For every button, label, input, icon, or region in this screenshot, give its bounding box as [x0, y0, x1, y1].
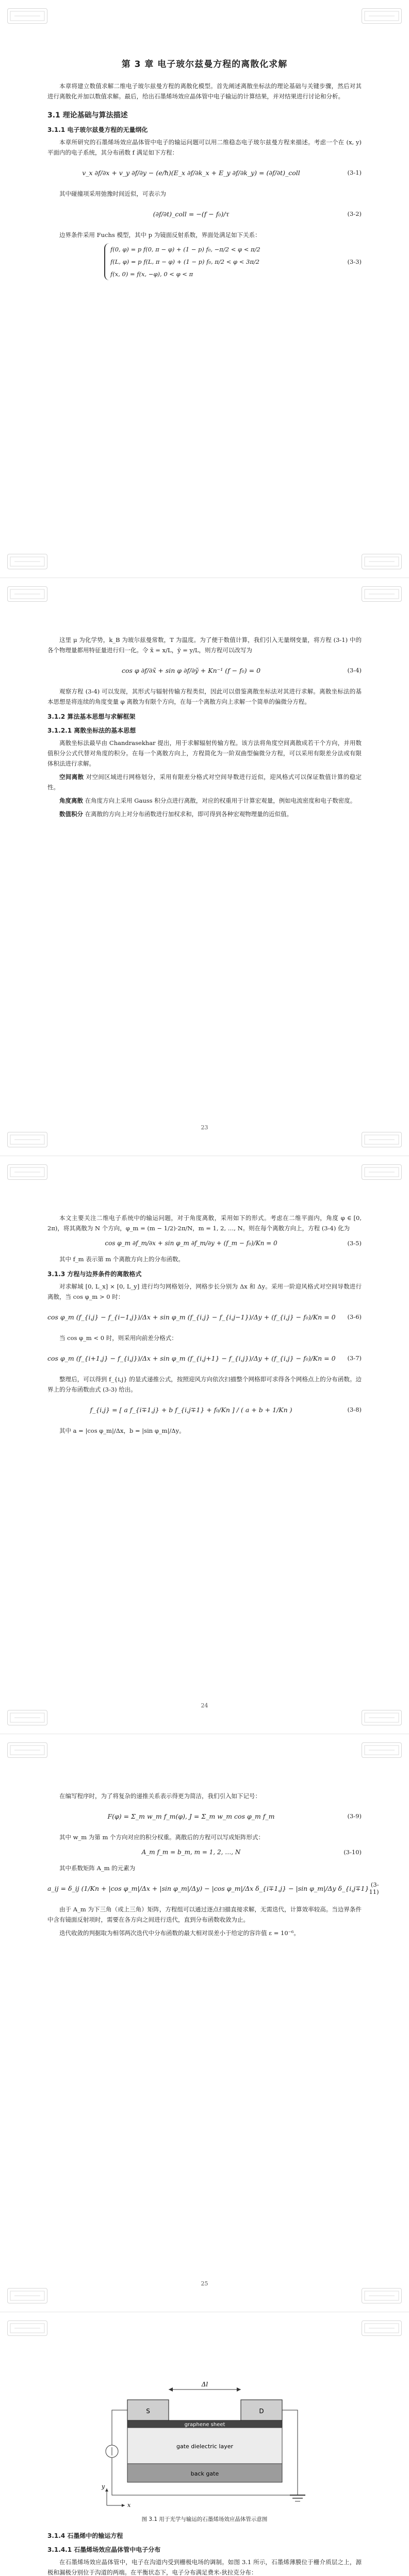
- graphene-label: graphene sheet: [184, 2422, 225, 2428]
- equation-number: (3-8): [347, 1406, 362, 1413]
- watermark-stamp: [7, 1132, 47, 1147]
- equation-number: (3-6): [347, 1313, 362, 1320]
- x-axis-arrow: [122, 2504, 125, 2507]
- watermark-logo-icon: [364, 555, 400, 568]
- source-label: S: [145, 2408, 150, 2415]
- term-label: 角度离散: [59, 797, 83, 804]
- device-schematic-figure: [91, 2379, 318, 2510]
- watermark-stamp: [7, 1710, 47, 1725]
- equation-line: f(x, 0) = f(x, −φ), 0 < φ < π: [110, 270, 193, 278]
- equation: [47, 1845, 362, 1859]
- subsubsection-heading: 3.1.2.1 离散坐标法的基本思想: [47, 727, 136, 734]
- page-4: [0, 1734, 409, 2312]
- equation-body: cos φ_m (f_{i,j} − f_{i−1,j})/Δx + sin φ_m (f_{i,j} − f_{i,j−1})/Δy + (f_{i,j} − f₀)/Kn = 0: [47, 1313, 336, 1321]
- watermark-logo-icon: [364, 1711, 400, 1724]
- body-paragraph: 整理后，可以得到 f_{i,j} 的显式递推公式，按照迎风方向依次扫描整个网格即可求得各个网格点上的分布函数。边界上的分布函数由式 (3-3) 给出。: [47, 1376, 362, 1393]
- dielectric-label: gate dielectric layer: [176, 2443, 233, 2450]
- equation-line: f(L, φ) = p f(L, π − φ) + (1 − p) f₀, π/2 < φ < 3π/2: [110, 258, 260, 265]
- term-label: 数值积分: [59, 810, 83, 818]
- equation: [47, 1236, 362, 1250]
- equation-body: cos φ_m (f_{i+1,j} − f_{i,j})/Δx + sin φ_m (f_{i,j+1} − f_{i,j})/Δy + (f_{i,j} − f₀)/Kn = 0: [47, 1354, 336, 1362]
- page-number: 25: [201, 2280, 208, 2287]
- body-paragraph: 其中 w_m 为第 m 个方向对应的积分权重。离散后的方程可以写成矩阵形式：: [59, 1834, 265, 1841]
- arrow-head-right: [237, 2387, 241, 2392]
- watermark-logo-icon: [9, 1166, 45, 1178]
- equation-body: f_{i,j} = [ a f_{i∓1,j} + b f_{i,j∓1} + f₀/Kn ] / ( a + b + 1/Kn ): [90, 1405, 292, 1414]
- watermark-logo-icon: [364, 1133, 400, 1146]
- equation-body: F(φ) = Σ_m w_m f_m(φ), J = Σ_m w_m cos φ_m f_m: [107, 1812, 275, 1820]
- body-paragraph: 其中碰撞项采用弛豫时间近似，可表示为: [59, 190, 166, 197]
- body-paragraph: 边界条件采用 Fuchs 模型，其中 p 为镜面反射系数，界面处满足如下关系：: [59, 231, 261, 239]
- term-text: 在离散的方向上对分布函数进行加权求和，即可得到各种宏观物理量的近似值。: [85, 810, 293, 818]
- page-number: 23: [201, 1124, 208, 1131]
- watermark-stamp: [7, 8, 47, 24]
- watermark-stamp: [362, 1742, 402, 1758]
- page-1: [0, 0, 409, 578]
- page-2: [0, 578, 409, 1156]
- term-label: 空间离散: [59, 773, 84, 781]
- watermark-logo-icon: [364, 2290, 400, 2302]
- watermark-stamp: [7, 554, 47, 569]
- watermark-stamp: [7, 2320, 47, 2336]
- watermark-logo-icon: [9, 1744, 45, 1756]
- body-paragraph: 观察方程 (3-4) 可以发现，其形式与辐射传输方程类似，因此可以借鉴离散坐标法对其进行求解。离散坐标法的基本思想是将连续的角度变量 φ 离散为有限个方向，在每一个离散方向上求解一个简单的偏微分方程。: [47, 688, 362, 705]
- equation: [47, 1305, 362, 1329]
- page-number: 24: [201, 1702, 208, 1709]
- equation: [47, 1346, 362, 1370]
- body-paragraph: 本章所研究的石墨烯场效应晶体管中电子的输运问题可以用二维稳态电子玻尔兹曼方程来描述。考虑一个在 (x, y) 平面内的电子系统，其分布函数 f 满足如下方程：: [47, 139, 362, 156]
- body-paragraph: 离散坐标法最早由 Chandrasekhar 提出，用于求解辐射传输方程。该方法将角度空间离散成若干个方向，并用数值积分公式代替对角度的积分。在每一个离散方向上，方程简化为一阶双曲型偏微分方程，可以采用有限差分法或有限体积法进行求解。: [47, 739, 362, 767]
- page-5: [0, 2312, 409, 2576]
- body-paragraph: 由于 A_m 为下三角（或上三角）矩阵，方程组可以通过逐点扫描直接求解，无需迭代，计算效率较高。当边界条件中含有镜面反射项时，需要在各方向之间进行迭代，直到分布函数收敛为止。: [47, 1906, 362, 1923]
- watermark-logo-icon: [9, 555, 45, 568]
- body-paragraph: 当 cos φ_m < 0 时，则采用向前差分格式：: [59, 1334, 177, 1342]
- body-paragraph: 这里 μ 为化学势，k_B 为玻尔兹曼常数，T 为温度。为了便于数值计算，我们引入无量纲变量，将方程 (3-1) 中的各个物理量都用特征量进行归一化。令 x̃ = x/L，ỹ = y/L，则方程可以改写为: [47, 636, 362, 654]
- equation-line: f(0, φ) = p f(0, π − φ) + (1 − p) f₀, −π/2 < φ < π/2: [110, 246, 260, 253]
- subsection-heading: 3.1.3 方程与边界条件的离散格式: [47, 1270, 142, 1278]
- equation-body: A_m f_m = b_m, m = 1, 2, …, N: [141, 1849, 241, 1856]
- watermark-stamp: [7, 1742, 47, 1758]
- drain-label: D: [258, 2408, 264, 2415]
- intro-paragraph: 本章将建立数值求解二维电子玻尔兹曼方程的离散化模型。首先阐述离散坐标法的理论基础与关键步骤，然后对其进行离散化并加以数值求解。最后，给出石墨烯场效应晶体管中电子输运的计算结果，并对结果进行讨论和分析。: [47, 82, 362, 100]
- body-paragraph: 在石墨烯场效应晶体管中，电子在沟道内受到栅极电场的调制。如图 3.1 所示，石墨烯薄膜位于栅介质层之上，源极和漏极分别位于沟道的两端。在平衡状态下，电子分布满足费米-狄拉克分布：: [47, 2558, 362, 2576]
- arrow-head-left: [169, 2387, 173, 2392]
- watermark-logo-icon: [9, 588, 45, 600]
- watermark-stamp: [362, 554, 402, 569]
- equation: [47, 243, 362, 280]
- term-text: 对空间区域进行网格划分，采用有限差分格式对空间导数进行近似，迎风格式可以保证数值计算的稳定性。: [47, 773, 362, 791]
- watermark-stamp: [362, 1132, 402, 1147]
- watermark-stamp: [362, 1164, 402, 1180]
- gfet-schematic: [91, 2379, 318, 2508]
- watermark-logo-icon: [9, 10, 45, 22]
- subsubsection-heading: 3.1.4.1 石墨烯场效应晶体管中电子分布: [47, 2546, 161, 2553]
- watermark-logo-icon: [9, 2322, 45, 2334]
- y-axis-label: y: [101, 2483, 105, 2490]
- watermark-logo-icon: [364, 1744, 400, 1756]
- equation-body: v_x ∂f/∂x + v_y ∂f/∂y − (e/ħ)(E_x ∂f/∂k_x + E_y ∂f/∂k_y) = (∂f/∂t)_coll: [82, 168, 300, 177]
- watermark-stamp: [362, 586, 402, 602]
- back-gate-label: back gate: [190, 2470, 219, 2477]
- body-paragraph: 本文主要关注二维电子系统中的输运问题，对于角度离散，采用如下的形式。考虑在二维平面内，角度 φ ∈ [0, 2π)，将其离散为 N 个方向，φ_m = (m − 1/2)·2π/N，m = 1, 2, …, N。则在每个离散方向上，方程 (3-4) 化为: [47, 1214, 362, 1232]
- equation-number: (3-7): [347, 1354, 362, 1362]
- watermark-stamp: [362, 2320, 402, 2336]
- term-paragraph: [47, 795, 362, 806]
- body-paragraph: 对求解域 [0, L_x] × [0, L_y] 进行均匀网格划分，网格步长分别为 Δx 和 Δy。采用一阶迎风格式对空间导数进行离散，当 cos φ_m > 0 时：: [47, 1283, 362, 1300]
- equation-number: (3-4): [347, 667, 362, 674]
- equation: [47, 1876, 379, 1900]
- watermark-logo-icon: [9, 1133, 45, 1146]
- watermark-stamp: [7, 2288, 47, 2303]
- equation-number: (3-10): [343, 1849, 362, 1856]
- equation-body: (∂f/∂t)_coll = −(f − f₀)/τ: [153, 210, 230, 218]
- watermark-logo-icon: [364, 10, 400, 22]
- subsection-heading: 3.1.1 电子玻尔兹曼方程的无量纲化: [47, 126, 148, 133]
- body-paragraph: 其中 f_m 表示第 m 个离散方向上的分布函数。: [59, 1256, 184, 1263]
- watermark-stamp: [7, 1164, 47, 1180]
- subsection-heading: 3.1.4 石墨烯中的输运方程: [47, 2532, 123, 2539]
- equation-body: cos φ ∂f/∂x̃ + sin φ ∂f/∂ỹ + Kn⁻¹ (f − f₀) = 0: [121, 666, 261, 674]
- equation-number: (3-1): [347, 169, 362, 176]
- body-paragraph: 其中 a = |cos φ_m|/Δx，b = |sin φ_m|/Δy。: [59, 1427, 185, 1434]
- watermark-logo-icon: [364, 1166, 400, 1178]
- equation: [47, 202, 362, 226]
- figure-caption: 图 3.1 用于光学与输运的石墨烯场效应晶体管示意图: [141, 2516, 268, 2522]
- subsection-heading: 3.1.2 算法基本思想与求解框架: [47, 713, 136, 720]
- watermark-stamp: [362, 2288, 402, 2303]
- equation-body: cos φ_m ∂f_m/∂x + sin φ_m ∂f_m/∂y + (f_m − f₀)/Kn = 0: [105, 1240, 277, 1247]
- watermark-stamp: [362, 8, 402, 24]
- equation: [47, 658, 362, 682]
- section-heading: 3.1 理论基础与算法描述: [47, 111, 128, 120]
- equation-number: (3-2): [347, 210, 362, 217]
- equation-number: (3-3): [347, 258, 362, 265]
- chapter-title: 第 3 章 电子玻尔兹曼方程的离散化求解: [121, 59, 288, 70]
- watermark-logo-icon: [9, 2290, 45, 2302]
- term-paragraph: [47, 809, 362, 819]
- body-paragraph: 在编写程序时，为了将复杂的递推关系表示得更为简洁，我们引入如下记号：: [59, 1792, 261, 1800]
- term-paragraph: [47, 772, 362, 792]
- body-paragraph: 迭代收敛的判据取为相邻两次迭代中分布函数的最大相对误差小于给定的容许值 ε = 10⁻⁶。: [59, 1929, 300, 1937]
- watermark-logo-icon: [364, 588, 400, 600]
- equation-body: a_ij = δ_ij (1/Kn + |cos φ_m|/Δx + |sin φ_m|/Δy) − |cos φ_m|/Δx δ_{i∓1,j} − |sin φ_m|/Δy δ_{i,j∓1}: [47, 1884, 369, 1892]
- watermark-logo-icon: [9, 1711, 45, 1724]
- equation-number: (3-9): [347, 1812, 362, 1820]
- watermark-logo-icon: [364, 2322, 400, 2334]
- equation: [47, 161, 362, 184]
- watermark-stamp: [7, 586, 47, 602]
- dimension-label: Δl: [201, 2381, 208, 2388]
- body-paragraph: 其中系数矩阵 A_m 的元素为: [59, 1865, 136, 1872]
- equation: [47, 1398, 362, 1421]
- term-text: 在角度方向上采用 Gauss 积分点进行离散，对应的权重用于计算宏观量，例如电流密度和电子数密度。: [85, 797, 356, 804]
- x-axis-label: x: [127, 2502, 130, 2509]
- equation: [47, 1804, 362, 1828]
- equation-number: (3-11): [369, 1881, 379, 1895]
- y-axis-arrow: [105, 2488, 108, 2492]
- equation-number: (3-5): [347, 1240, 362, 1247]
- watermark-stamp: [362, 1710, 402, 1725]
- piecewise-equation: [104, 243, 304, 280]
- page-3: [0, 1156, 409, 1734]
